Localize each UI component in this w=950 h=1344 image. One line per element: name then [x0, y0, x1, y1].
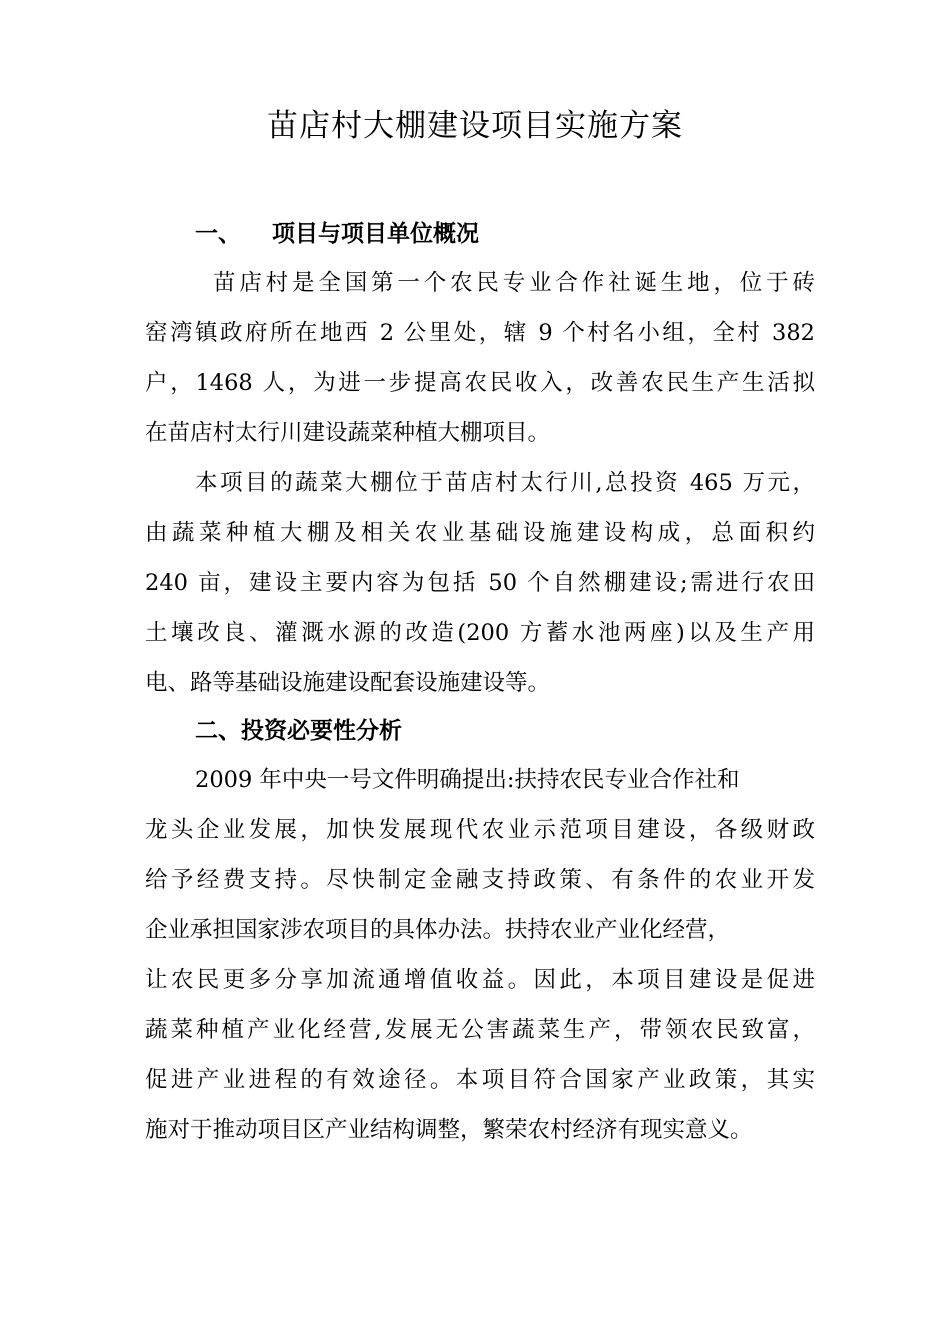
paragraph-line: 土壤改良、灌溉水源的改造(200 方蓄水池两座)以及生产用 — [145, 620, 815, 646]
paragraph-line: 让农民更多分享加流通增值收益。因此，本项目建设是促进 — [145, 967, 815, 993]
paragraph-line: 240 亩，建设主要内容为包括 50 个自然棚建设;需进行农田 — [145, 570, 815, 596]
paragraph-line: 龙头企业发展，加快发展现代农业示范项目建设，各级财政 — [145, 817, 815, 843]
paragraph-line: 促进产业进程的有效途径。本项目符合国家产业政策，其实 — [145, 1067, 815, 1093]
paragraph-line: 给予经费支持。尽快制定金融支持政策、有条件的农业开发 — [145, 867, 815, 893]
paragraph-line: 窑湾镇政府所在地西 2 公里处，辖 9 个村名小组，全村 382 — [145, 320, 815, 346]
section-2-heading: 二、投资必要性分析 — [195, 718, 402, 744]
section-1-heading-text: 项目与项目单位概况 — [272, 221, 479, 247]
paragraph-line: 由蔬菜种植大棚及相关农业基础设施建设构成，总面积约 — [145, 520, 815, 546]
paragraph-line: 蔬菜种植产业化经营,发展无公害蔬菜生产，带领农民致富， — [145, 1017, 815, 1043]
paragraph-line: 苗店村是全国第一个农民专业合作社诞生地，位于砖 — [213, 270, 815, 296]
paragraph-line: 本项目的蔬菜大棚位于苗店村太行川,总投资 465 万元， — [195, 470, 815, 496]
section-1-number: 一、 — [195, 221, 241, 247]
paragraph-line: 企业承担国家涉农项目的具体办法。扶持农业产业化经营， — [145, 917, 731, 943]
section-1-heading — [195, 217, 479, 251]
paragraph-line: 施对于推动项目区产业结构调整，繁荣农村经济有现实意义。 — [145, 1117, 753, 1143]
section-2-paragraph-1 — [145, 755, 815, 1155]
paragraph-line: 在苗店村太行川建设蔬菜种植大棚项目。 — [145, 420, 551, 446]
paragraph-line: 2009 年中央一号文件明确提出:扶持农民专业合作社和 — [195, 767, 740, 793]
paragraph-line: 电、路等基础设施建设配套设施建设等。 — [145, 670, 551, 696]
paragraph-line: 户，1468 人，为进一步提高农民收入，改善农民生产生活拟 — [145, 370, 815, 396]
document-title: 苗店村大棚建设项目实施方案 — [267, 108, 683, 144]
section-1-paragraph-1 — [145, 258, 815, 458]
section-1-paragraph-2 — [145, 458, 815, 708]
